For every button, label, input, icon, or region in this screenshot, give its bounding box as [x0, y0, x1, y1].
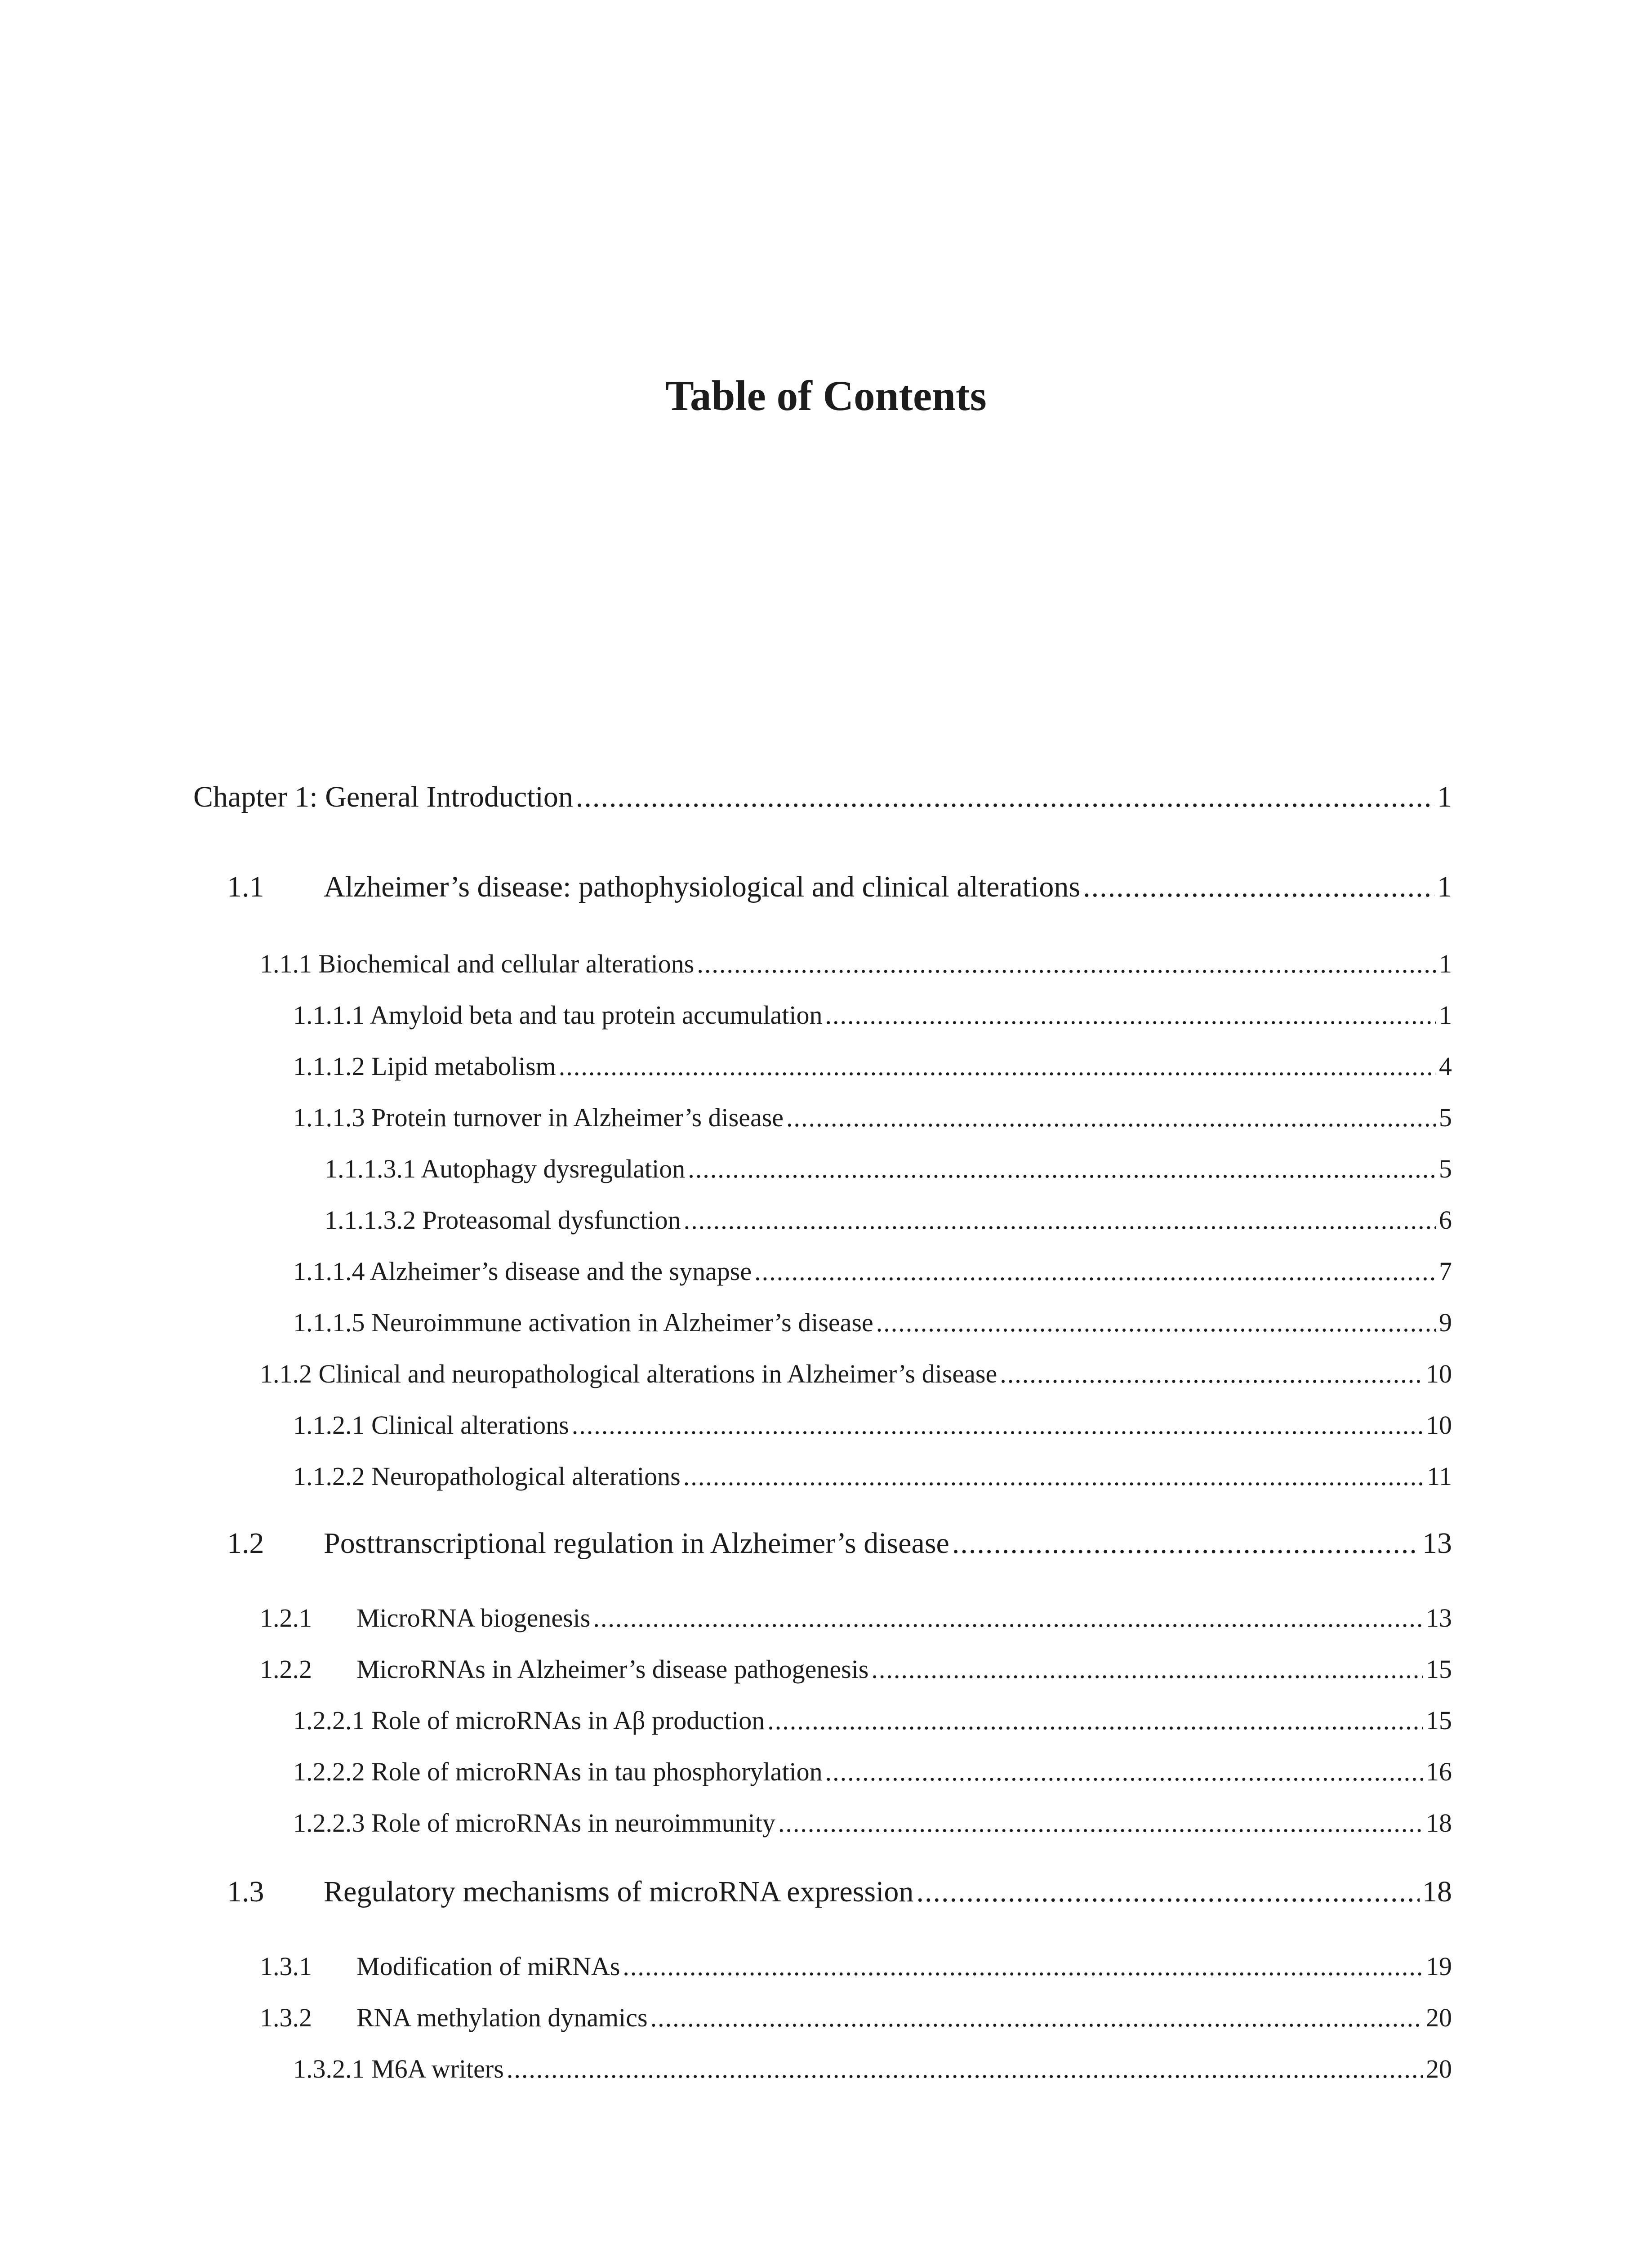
toc-entry-number: 1.3.1 — [260, 1952, 312, 1981]
toc-page-number: 4 — [1439, 1052, 1452, 1081]
toc-entry-1-1[interactable] — [227, 870, 1452, 910]
toc-page-number: 7 — [1439, 1257, 1452, 1286]
toc-dot-leader — [786, 1102, 1436, 1133]
toc-dot-leader — [876, 1307, 1436, 1338]
toc-dot-leader — [825, 1000, 1436, 1030]
toc-entry-number: 1.2.1 — [260, 1603, 312, 1632]
toc-entry-1-3-1[interactable] — [260, 1951, 1452, 1992]
toc-entry-1-2-1[interactable] — [260, 1603, 1452, 1643]
toc-dot-leader — [572, 1410, 1423, 1440]
toc-entry-label: MicroRNAs in Alzheimer’s disease pathogenesis — [356, 1655, 869, 1684]
toc-entry-label: 1.1.1.5 Neuroimmune activation in Alzheimer’s disease — [293, 1308, 873, 1337]
toc-page-number: 15 — [1426, 1706, 1452, 1735]
toc-page-number: 18 — [1422, 1875, 1452, 1908]
toc-dot-leader — [683, 1461, 1424, 1491]
toc-page-number: 1 — [1437, 781, 1452, 813]
toc-entry-1-2-2-1[interactable] — [293, 1705, 1452, 1746]
toc-entry-label: 1.2.2.3 Role of microRNAs in neuroimmunity — [293, 1808, 775, 1838]
toc-entry-chapter-1[interactable] — [193, 780, 1452, 821]
toc-entry-1-1-1-3-2[interactable] — [325, 1205, 1452, 1245]
toc-dot-leader — [593, 1603, 1423, 1633]
toc-entry-1-1-1-3[interactable] — [293, 1102, 1452, 1143]
toc-entry-1-1-1-2[interactable] — [293, 1051, 1452, 1092]
toc-page-number: 19 — [1426, 1952, 1452, 1981]
toc-page-number: 16 — [1426, 1757, 1452, 1786]
toc-entry-1-1-1[interactable] — [260, 949, 1452, 989]
toc-entry-number: 1.1 — [227, 870, 264, 903]
toc-dot-leader — [778, 1808, 1423, 1838]
toc-page-number: 1 — [1437, 870, 1452, 903]
toc-entry-label: 1.1.1 Biochemical and cellular alterations — [260, 949, 695, 978]
toc-entry-1-1-1-1[interactable] — [293, 1000, 1452, 1040]
toc-entry-1-2[interactable] — [227, 1526, 1452, 1567]
toc-entry-label: Modification of miRNAs — [356, 1952, 620, 1981]
toc-dot-leader — [697, 949, 1436, 979]
toc-entry-label: Chapter 1: General Introduction — [193, 781, 573, 813]
toc-dot-leader — [688, 1154, 1436, 1184]
toc-page-number: 11 — [1427, 1462, 1452, 1491]
toc-entry-1-3[interactable] — [227, 1875, 1452, 1915]
toc-entry-label: Posttranscriptional regulation in Alzheimer’s disease — [324, 1527, 949, 1560]
toc-entry-label: 1.1.1.1 Amyloid beta and tau protein accumulation — [293, 1000, 823, 1030]
toc-entry-number: 1.2 — [227, 1527, 264, 1560]
toc-dot-leader — [650, 2003, 1423, 2033]
toc-entry-1-1-2-2[interactable] — [293, 1461, 1452, 1502]
toc-dot-leader — [952, 1526, 1420, 1561]
toc-entry-1-3-2-1[interactable] — [293, 2054, 1452, 2094]
toc-entry-label: 1.1.1.4 Alzheimer’s disease and the synapse — [293, 1257, 752, 1286]
toc-entry-1-1-1-5[interactable] — [293, 1307, 1452, 1348]
toc-entry-1-1-2[interactable] — [260, 1359, 1452, 1399]
toc-entry-1-2-2-2[interactable] — [293, 1757, 1452, 1797]
toc-page-number: 15 — [1426, 1655, 1452, 1684]
toc-page-number: 1 — [1439, 949, 1452, 978]
toc-entry-label: 1.1.1.3.2 Proteasomal dysfunction — [325, 1205, 681, 1235]
toc-dot-leader — [916, 1875, 1420, 1909]
toc-page-number: 13 — [1422, 1527, 1452, 1560]
toc-entry-label: 1.1.2.2 Neuropathological alterations — [293, 1462, 681, 1491]
toc-dot-leader — [871, 1654, 1423, 1684]
toc-entry-label: 1.1.1.3.1 Autophagy dysregulation — [325, 1154, 686, 1183]
toc-entry-label: 1.1.1.2 Lipid metabolism — [293, 1052, 556, 1081]
toc-entry-label: 1.1.1.3 Protein turnover in Alzheimer’s disease — [293, 1103, 784, 1132]
toc-page-number: 6 — [1439, 1205, 1452, 1235]
toc-page-number: 10 — [1426, 1359, 1452, 1388]
toc-entry-number: 1.2.2 — [260, 1655, 312, 1684]
toc-dot-leader — [623, 1951, 1423, 1981]
toc-dot-leader — [576, 780, 1434, 814]
toc-entry-1-1-2-1[interactable] — [293, 1410, 1452, 1450]
toc-page-number: 18 — [1426, 1808, 1452, 1838]
toc-dot-leader — [507, 2054, 1423, 2084]
toc-entry-1-1-1-3-1[interactable] — [325, 1154, 1452, 1194]
toc-page-number: 10 — [1426, 1410, 1452, 1440]
toc-entry-label: RNA methylation dynamics — [356, 2003, 648, 2032]
toc-entry-1-1-1-4[interactable] — [293, 1256, 1452, 1297]
toc-dot-leader — [684, 1205, 1436, 1235]
toc-page-number: 20 — [1426, 2003, 1452, 2032]
toc-entry-number: 1.3 — [227, 1875, 264, 1908]
toc-dot-leader — [1000, 1359, 1423, 1389]
toc-page-number: 13 — [1426, 1603, 1452, 1632]
toc-entry-number: 1.3.2 — [260, 2003, 312, 2032]
toc-entry-1-2-2-3[interactable] — [293, 1808, 1452, 1848]
toc-page-number: 5 — [1439, 1103, 1452, 1132]
toc-entry-label: Alzheimer’s disease: pathophysiological and clinical alterations — [324, 870, 1081, 903]
toc-page-number: 20 — [1426, 2054, 1452, 2083]
toc-entry-1-3-2[interactable] — [260, 2003, 1452, 2043]
toc-entry-label: 1.2.2.2 Role of microRNAs in tau phosphorylation — [293, 1757, 823, 1786]
toc-entry-label: 1.2.2.1 Role of microRNAs in Aβ production — [293, 1706, 765, 1735]
toc-entry-label: MicroRNA biogenesis — [356, 1603, 591, 1632]
toc-dot-leader — [559, 1051, 1436, 1081]
toc-page-number: 9 — [1439, 1308, 1452, 1337]
toc-dot-leader — [767, 1705, 1423, 1735]
toc-entry-label: 1.1.2 Clinical and neuropathological alterations in Alzheimer’s disease — [260, 1359, 997, 1388]
toc-dot-leader — [754, 1256, 1436, 1286]
toc-page-number: 5 — [1439, 1154, 1452, 1183]
toc-entry-label: Regulatory mechanisms of microRNA expression — [324, 1875, 914, 1908]
toc-page-number: 1 — [1439, 1000, 1452, 1030]
toc-entry-1-2-2[interactable] — [260, 1654, 1452, 1695]
toc-entry-label: 1.3.2.1 M6A writers — [293, 2054, 504, 2083]
toc-dot-leader — [1083, 870, 1434, 904]
toc-dot-leader — [825, 1757, 1423, 1787]
page-title: Table of Contents — [665, 372, 987, 419]
toc-entry-label: 1.1.2.1 Clinical alterations — [293, 1410, 569, 1440]
